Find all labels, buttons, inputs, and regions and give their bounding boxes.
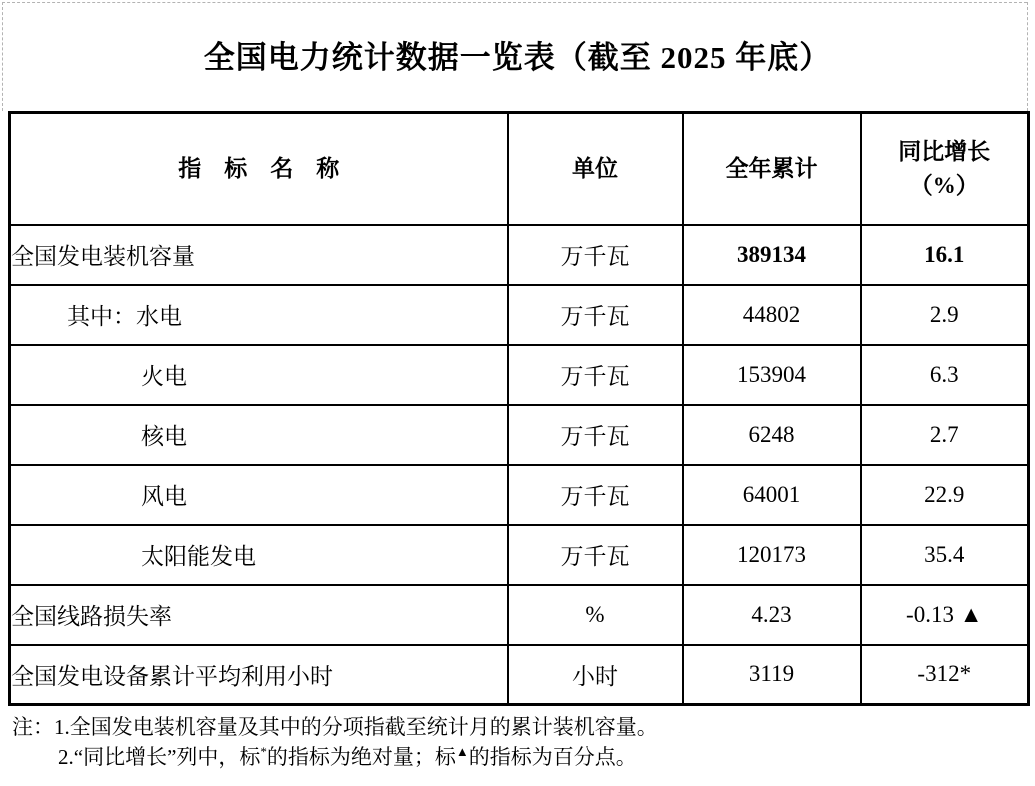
- header-annual-total: 全年累计: [683, 113, 861, 225]
- unit-cell: %: [508, 585, 683, 645]
- indicator-cell: 火电: [10, 345, 508, 405]
- footnotes: [12, 712, 1022, 772]
- unit-cell: 小时: [508, 645, 683, 705]
- header-yoy-growth: [861, 113, 1029, 225]
- triangle-marker: ▲: [455, 744, 469, 759]
- footnote-2-mid: 的指标为绝对量；标: [266, 745, 456, 769]
- yoy-cell: 16.1: [861, 225, 1029, 285]
- page-boundary-top: [2, 2, 1027, 3]
- header-yoy-line2: （%）: [909, 172, 979, 198]
- total-cell: 44802: [683, 285, 861, 345]
- power-statistics-table: [8, 111, 1030, 706]
- indicator-cell: 核电: [10, 405, 508, 465]
- indicator-cell: 风电: [10, 465, 508, 525]
- yoy-cell: -312*: [861, 645, 1029, 705]
- unit-cell: 万千瓦: [508, 525, 683, 585]
- indicator-cell: 其中：水电: [10, 285, 508, 345]
- footnote-1: 注：1.全国发电装机容量及其中的分项指截至统计月的累计装机容量。: [12, 715, 658, 739]
- indicator-cell: 太阳能发电: [10, 525, 508, 585]
- total-cell: 6248: [683, 405, 861, 465]
- table-row: [10, 585, 1029, 645]
- table-row: [10, 525, 1029, 585]
- page-title: 全国电力统计数据一览表（截至 2025 年底）: [203, 40, 832, 75]
- yoy-cell: 6.3: [861, 345, 1029, 405]
- header-yoy-line1: 同比增长: [898, 139, 991, 165]
- asterisk-marker: *: [260, 744, 267, 759]
- total-cell: 389134: [683, 225, 861, 285]
- table-row: [10, 225, 1029, 285]
- yoy-cell: 2.9: [861, 285, 1029, 345]
- unit-cell: 万千瓦: [508, 465, 683, 525]
- total-cell: 153904: [683, 345, 861, 405]
- indicator-cell: 全国线路损失率: [10, 585, 508, 645]
- unit-cell: 万千瓦: [508, 345, 683, 405]
- header-unit: 单位: [508, 113, 683, 225]
- unit-cell: 万千瓦: [508, 405, 683, 465]
- footnote-2-prefix: 2.“同比增长”列中，标: [58, 745, 261, 769]
- indicator-cell: 全国发电设备累计平均利用小时: [10, 645, 508, 705]
- table-row: [10, 345, 1029, 405]
- header-row: [10, 113, 1029, 225]
- unit-cell: 万千瓦: [508, 225, 683, 285]
- footnote-2-suffix: 的指标为百分点。: [468, 745, 637, 769]
- footnote-2: [12, 742, 1022, 772]
- unit-cell: 万千瓦: [508, 285, 683, 345]
- table-row: [10, 285, 1029, 345]
- yoy-cell: 2.7: [861, 405, 1029, 465]
- yoy-cell: -0.13 ▲: [861, 585, 1029, 645]
- indicator-cell: 全国发电装机容量: [10, 225, 508, 285]
- table-row: [10, 405, 1029, 465]
- total-cell: 3119: [683, 645, 861, 705]
- total-cell: 120173: [683, 525, 861, 585]
- total-cell: 64001: [683, 465, 861, 525]
- yoy-cell: 22.9: [861, 465, 1029, 525]
- table-row: [10, 645, 1029, 705]
- table-row: [10, 465, 1029, 525]
- header-indicator-name: 指 标 名 称: [10, 113, 508, 225]
- yoy-cell: 35.4: [861, 525, 1029, 585]
- total-cell: 4.23: [683, 585, 861, 645]
